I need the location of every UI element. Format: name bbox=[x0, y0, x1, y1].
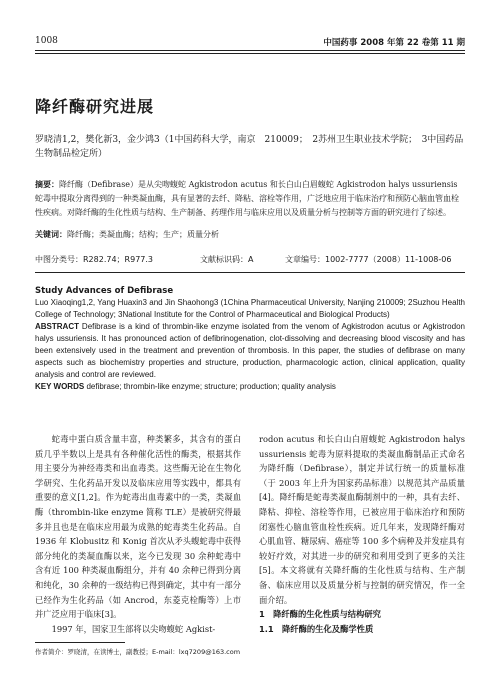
footnote-rule bbox=[35, 642, 125, 643]
section-divider bbox=[35, 272, 465, 273]
english-abstract-text: Defibrase is a kind of thrombin-like enzyme isolated from the venom of Agkistrodon acutus or Agkistrodon halys ussuriensis. It has pronounced action of defibrinogenation, clot-dissolving and decreasing blood viscosity and has been extensively used in the treatment and prevention of thrombosis. In this paper, the studies of defibrase on many aspects such as biochemistry properties and structure, production, pharmacologic action, clinical application, quality analysis and control are reviewed. bbox=[35, 322, 465, 379]
body-paragraph: 1997 年，国家卫生部将以尖吻蝮蛇 Agkist- bbox=[51, 623, 216, 634]
authors-affiliations-cn: 罗晓清1,2，樊化新3，金少鸿3（1中国药科大学，南京 210009； 2苏州卫生职业技术学院； 3中国药品生物制品检定所） bbox=[35, 135, 464, 159]
author-footnote: 作者简介：罗晓清，在读博士，副教授；E-mail：lxq7209@163.com bbox=[35, 648, 241, 656]
body-paragraph: rodon acutus 和长白山白眉蝮蛇 Agkistrodon halys ussuriensis 蛇毒为原料提取的类凝血酶制品正式命名为降纤酶（Defibrase），制定并试行统一的质量标准（于 2003 年上升为国家药品标准）以规范其产品质量[4]。降纤酶是蛇毒类凝血酶制剂中的一种，具有去纤、降粘、抑栓、溶栓等作用，已被应用于临床治疗和预防闭塞性心脑血管血栓性疾病。近几年来，发现降纤酶对心肌血管、糖尿病、癌症等 100 多个病种及并发症具有较好疗效，对其进一步的研究和利用受到了更多的关注[5]。本文将就有关降纤酶的生化性质与结构、生产制备、临床应用以及质量分析与控制的研究情况，作一全面介绍。 bbox=[259, 434, 465, 605]
header-rule-thin bbox=[35, 53, 465, 54]
header-rule-thick bbox=[35, 50, 465, 51]
english-keywords-label: KEY WORDS bbox=[35, 382, 85, 391]
keywords-cn-label: 关键词： bbox=[35, 230, 67, 239]
english-keywords-text: defibrase; thrombin-like enzyme; structure; production; quality analysis bbox=[86, 382, 336, 391]
english-abstract-label: ABSTRACT bbox=[35, 322, 79, 331]
section-heading-1-1: 1.1 降纤酶的生化及酶学性质 bbox=[259, 623, 374, 634]
clc-number: 中图分类号：R282.74；R977.3 bbox=[35, 255, 154, 264]
keywords-cn bbox=[35, 228, 465, 242]
abstract-cn-text: 降纤酶（Defibrase）是从尖吻蝮蛇 Agkistrodon acutus 和长白山白眉蝮蛇 Agkistrodon halys ussuriensis 蛇毒中提取分离得到的一种类凝血酶，具有显著的去纤、降粘、溶栓等作用，广泛地应用于临床治疗和预防心脑血管血栓性疾病。对降纤酶的生化性质与结构、生产制备、药理作用与临床应用以及质量分析与控制等方面的研究进行了综述。 bbox=[35, 180, 459, 217]
body-paragraph: 蛇毒中蛋白质含量丰富，种类繁多，其含有的蛋白质几乎半数以上是具有各种催化活性的酶类，根据其作用主要分为神经毒类和出血毒类。这些酶无论在生物化学研究、生化药品开发以及临床应用等实践中，都具有重要的意义[1,2]。作为蛇毒出血毒素中的一类，类凝血酶（thrombin-like enzyme 简称 TLE）是被研究得最多并且也是在临床应用最为成熟的蛇毒类生化药品。自 1936 年 Klobusitz 和 Konig 首次从矛头蝮蛇毒中获得部分纯化的类凝血酶以来，迄今已发现 30 余种蛇毒中含有近 100 种类凝血酶组分，并有 40 余种已得到分离和纯化，30 余种的一级结构已得到确定，其中有一部分已经作为生化药品（如 Ancrod，东菱克栓酶等）上市并广泛应用于临床[3]。 bbox=[35, 434, 241, 620]
abstract-cn bbox=[35, 178, 465, 242]
abstract-cn-label: 摘要： bbox=[35, 180, 59, 189]
english-abstract bbox=[35, 321, 465, 381]
running-header bbox=[35, 36, 465, 50]
english-authors: Luo Xiaoqing1,2, Yang Huaxin3 and Jin Shaohong3 (1China Pharmaceutical University, Nanjing 210009; 2Suzhou Health College of Technology; 3National Institute for the Control of Pharmaceutical and Biological Products) bbox=[35, 298, 465, 319]
english-title: Study Advances of Defibrase bbox=[35, 286, 174, 296]
body-column-right bbox=[259, 432, 465, 636]
article-title: 降纤酶研究进展 bbox=[35, 97, 155, 116]
english-keywords bbox=[35, 381, 465, 393]
article-number: 文章编号：1002-7777（2008）11-1008-06 bbox=[285, 255, 452, 264]
section-heading-1: 1 降纤酶的生化性质与结构研究 bbox=[259, 609, 381, 620]
body-column-left bbox=[35, 432, 241, 636]
keywords-cn-text: 降纤酶；类凝血酶；结构；生产；质量分析 bbox=[67, 230, 219, 239]
page-number: 1008 bbox=[35, 36, 58, 46]
journal-issue: 中国药事 2008 年第 22 卷第 11 期 bbox=[323, 38, 465, 48]
english-abstract-block bbox=[35, 297, 465, 393]
document-code: 文献标识码：A bbox=[200, 255, 254, 264]
